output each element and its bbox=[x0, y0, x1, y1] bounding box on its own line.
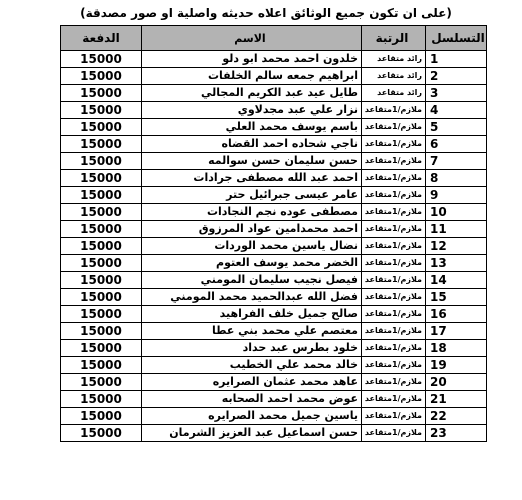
seq-cell: 15 bbox=[426, 289, 487, 306]
table-row bbox=[61, 323, 487, 340]
table-row bbox=[61, 170, 487, 187]
rank-cell: ملازم/1متقاعد bbox=[362, 102, 426, 119]
seq-cell: 20 bbox=[426, 374, 487, 391]
seq-cell: 13 bbox=[426, 255, 487, 272]
amount-cell: 15000 bbox=[61, 238, 142, 255]
rank-cell: ملازم/1متقاعد bbox=[362, 187, 426, 204]
rank-cell: ملازم/1متقاعد bbox=[362, 255, 426, 272]
seq-cell: 18 bbox=[426, 340, 487, 357]
name-cell: الخضر محمد يوسف العتوم bbox=[142, 255, 362, 272]
payments-table bbox=[60, 25, 487, 442]
rank-cell: ملازم/1متقاعد bbox=[362, 391, 426, 408]
seq-cell: 6 bbox=[426, 136, 487, 153]
name-cell: خلدون احمد محمد ابو دلو bbox=[142, 51, 362, 68]
rank-cell: ملازم/1متقاعد bbox=[362, 136, 426, 153]
name-cell: خالد محمد علي الخطيب bbox=[142, 357, 362, 374]
amount-cell: 15000 bbox=[61, 68, 142, 85]
amount-cell: 15000 bbox=[61, 391, 142, 408]
table-row bbox=[61, 204, 487, 221]
amount-cell: 15000 bbox=[61, 221, 142, 238]
seq-cell: 11 bbox=[426, 221, 487, 238]
name-cell: حسن اسماعيل عبد العزيز الشرمان bbox=[142, 425, 362, 442]
name-cell: خلود بطرس عبد حداد bbox=[142, 340, 362, 357]
seq-cell: 12 bbox=[426, 238, 487, 255]
header-seq: التسلسل bbox=[426, 26, 487, 51]
table-row bbox=[61, 238, 487, 255]
name-cell: احمد محمدامين عواد المرزوق bbox=[142, 221, 362, 238]
seq-cell: 3 bbox=[426, 85, 487, 102]
seq-cell: 2 bbox=[426, 68, 487, 85]
header-name: الاسم bbox=[142, 26, 362, 51]
seq-cell: 10 bbox=[426, 204, 487, 221]
table-row bbox=[61, 102, 487, 119]
table-row bbox=[61, 51, 487, 68]
rank-cell: ملازم/1متقاعد bbox=[362, 272, 426, 289]
name-cell: حسن سليمان حسن سوالمه bbox=[142, 153, 362, 170]
name-cell: فضل الله عبدالحميد محمد المومني bbox=[142, 289, 362, 306]
seq-cell: 8 bbox=[426, 170, 487, 187]
seq-cell: 16 bbox=[426, 306, 487, 323]
table-row bbox=[61, 119, 487, 136]
rank-cell: ملازم/1متقاعد bbox=[362, 221, 426, 238]
name-cell: ابراهيم جمعه سالم الخلفات bbox=[142, 68, 362, 85]
amount-cell: 15000 bbox=[61, 306, 142, 323]
seq-cell: 14 bbox=[426, 272, 487, 289]
seq-cell: 22 bbox=[426, 408, 487, 425]
rank-cell: ملازم/1متقاعد bbox=[362, 408, 426, 425]
table-row bbox=[61, 187, 487, 204]
amount-cell: 15000 bbox=[61, 51, 142, 68]
table-row bbox=[61, 221, 487, 238]
seq-cell: 7 bbox=[426, 153, 487, 170]
amount-cell: 15000 bbox=[61, 255, 142, 272]
seq-cell: 9 bbox=[426, 187, 487, 204]
seq-cell: 5 bbox=[426, 119, 487, 136]
table-row bbox=[61, 255, 487, 272]
amount-cell: 15000 bbox=[61, 170, 142, 187]
rank-cell: رائد متقاعد bbox=[362, 51, 426, 68]
table-row bbox=[61, 68, 487, 85]
rank-cell: ملازم/1متقاعد bbox=[362, 340, 426, 357]
name-cell: عوض محمد احمد الصحابه bbox=[142, 391, 362, 408]
amount-cell: 15000 bbox=[61, 289, 142, 306]
seq-cell: 1 bbox=[426, 51, 487, 68]
rank-cell: رائد متقاعد bbox=[362, 68, 426, 85]
table-row bbox=[61, 85, 487, 102]
name-cell: عامر عيسى جبرائيل حتر bbox=[142, 187, 362, 204]
table-body bbox=[61, 51, 487, 442]
header-rank: الرتبة bbox=[362, 26, 426, 51]
table-row bbox=[61, 306, 487, 323]
amount-cell: 15000 bbox=[61, 187, 142, 204]
table-row bbox=[61, 425, 487, 442]
table-row bbox=[61, 391, 487, 408]
rank-cell: رائد متقاعد bbox=[362, 85, 426, 102]
seq-cell: 4 bbox=[426, 102, 487, 119]
rank-cell: ملازم/1متقاعد bbox=[362, 289, 426, 306]
amount-cell: 15000 bbox=[61, 272, 142, 289]
rank-cell: ملازم/1متقاعد bbox=[362, 306, 426, 323]
amount-cell: 15000 bbox=[61, 425, 142, 442]
name-cell: ناجي شحاده احمد القضاه bbox=[142, 136, 362, 153]
name-cell: صالح جميل خلف الفراهيد bbox=[142, 306, 362, 323]
rank-cell: ملازم/1متقاعد bbox=[362, 238, 426, 255]
table-row bbox=[61, 272, 487, 289]
amount-cell: 15000 bbox=[61, 204, 142, 221]
table-row bbox=[61, 289, 487, 306]
amount-cell: 15000 bbox=[61, 323, 142, 340]
table-row bbox=[61, 136, 487, 153]
table-row bbox=[61, 340, 487, 357]
amount-cell: 15000 bbox=[61, 136, 142, 153]
amount-cell: 15000 bbox=[61, 408, 142, 425]
rank-cell: ملازم/1متقاعد bbox=[362, 204, 426, 221]
seq-cell: 17 bbox=[426, 323, 487, 340]
rank-cell: ملازم/1متقاعد bbox=[362, 153, 426, 170]
name-cell: ياسين جميل محمد الصرايره bbox=[142, 408, 362, 425]
amount-cell: 15000 bbox=[61, 357, 142, 374]
rank-cell: ملازم/1متقاعد bbox=[362, 374, 426, 391]
amount-cell: 15000 bbox=[61, 85, 142, 102]
amount-cell: 15000 bbox=[61, 374, 142, 391]
name-cell: معتصم علي محمد بني عطا bbox=[142, 323, 362, 340]
document-note: (على ان تكون جميع الوثائق اعلاه حديثه واصلية او صور مصدقة) bbox=[80, 6, 452, 20]
name-cell: باسم يوسف محمد العلي bbox=[142, 119, 362, 136]
name-cell: عاهد محمد عثمان الصرايره bbox=[142, 374, 362, 391]
name-cell: نضال ياسين محمد الوردات bbox=[142, 238, 362, 255]
table-row bbox=[61, 408, 487, 425]
table-row bbox=[61, 153, 487, 170]
header-row bbox=[61, 26, 487, 51]
header-amount: الدفعة bbox=[61, 26, 142, 51]
amount-cell: 15000 bbox=[61, 119, 142, 136]
seq-cell: 19 bbox=[426, 357, 487, 374]
seq-cell: 23 bbox=[426, 425, 487, 442]
rank-cell: ملازم/1متقاعد bbox=[362, 357, 426, 374]
rank-cell: ملازم/1متقاعد bbox=[362, 170, 426, 187]
rank-cell: ملازم/1متقاعد bbox=[362, 119, 426, 136]
rank-cell: ملازم/1متقاعد bbox=[362, 425, 426, 442]
name-cell: احمد عبد الله مصطفى جرادات bbox=[142, 170, 362, 187]
rank-cell: ملازم/1متقاعد bbox=[362, 323, 426, 340]
seq-cell: 21 bbox=[426, 391, 487, 408]
name-cell: فيصل نجيب سليمان المومني bbox=[142, 272, 362, 289]
table-row bbox=[61, 357, 487, 374]
name-cell: مصطفى عوده نجم النجادات bbox=[142, 204, 362, 221]
name-cell: نزار علي عبد مجدلاوي bbox=[142, 102, 362, 119]
amount-cell: 15000 bbox=[61, 153, 142, 170]
amount-cell: 15000 bbox=[61, 340, 142, 357]
name-cell: طايل عيد عبد الكريم المجالي bbox=[142, 85, 362, 102]
table-row bbox=[61, 374, 487, 391]
amount-cell: 15000 bbox=[61, 102, 142, 119]
